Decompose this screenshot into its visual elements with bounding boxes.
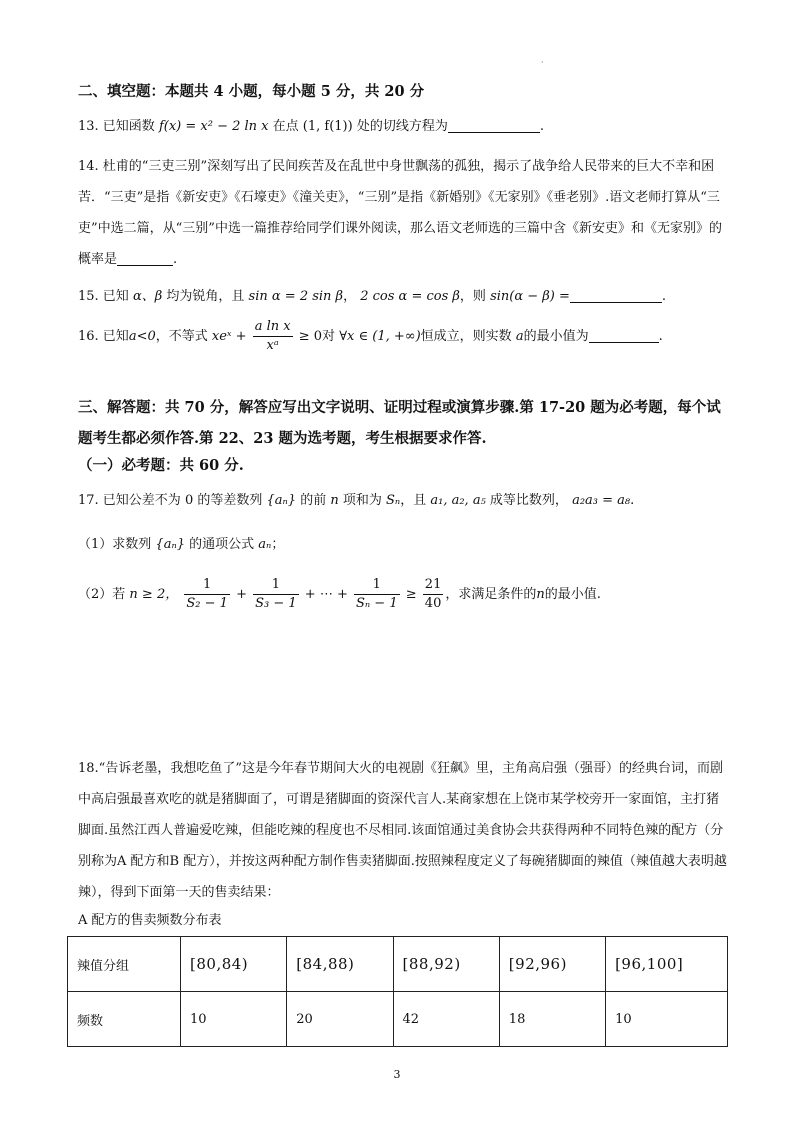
q16-condition: a<0 [128, 329, 156, 344]
question-17-part-1 [78, 535, 728, 555]
q17-n: n [330, 493, 339, 508]
q16-t3: 恒成立，则实数 [420, 329, 512, 344]
table-cell: 10 [181, 992, 287, 1047]
q17-t1: 的前 [300, 493, 327, 508]
q17-p1-end: ； [271, 537, 285, 552]
answer-blank[interactable] [570, 288, 662, 303]
q17-equation: a₂a₃ = a₈ [572, 493, 631, 508]
q17-p1-text: 的通项公式 [189, 537, 255, 552]
q16-numerator: a ln x [253, 318, 293, 337]
q17-p2-lead: （2）若 [78, 587, 126, 602]
table-row [68, 937, 728, 992]
question-13 [78, 117, 728, 137]
fraction-3-num: 1 [354, 576, 400, 595]
table-cell: [88,92) [393, 937, 499, 992]
fraction-4-num: 21 [423, 576, 444, 595]
q14-text: 14. 杜甫的“三吏三别”深刻写出了民间疾苦及在乱世中身世飘荡的孤独，揭示了战争给人民带来的巨大不幸和困苦．“三吏”是指《新安吏》《石壕吏》《潼关吏》，“三别”是指《新婚别》《无家别》《垂老别》.语文老师打算从“三吏”中选二篇，从“三别”中选一篇推荐给同学们课外阅读，那么语文老师选的三篇中含《新安吏》和《无家别》的概率是 [78, 159, 722, 267]
fraction-4 [423, 576, 444, 613]
q17-end: . [630, 493, 635, 508]
question-15 [78, 287, 728, 307]
q15-eq2: 2 cos α = cos β [360, 289, 460, 304]
q14-end: . [173, 252, 178, 267]
answer-blank[interactable] [117, 251, 173, 266]
q15-end: . [661, 289, 667, 304]
question-18: 18.“告诉老墨，我想吃鱼了”这是今年春节期间大火的电视剧《狂飙》里，主角高启强（强哥）的经典台词，而剧中高启强最喜欢吃的就是猪脚面了，可谓是猪脚面的资深代言人.某商家想在上饶市某学校旁开一家面馆，主打猪脚面.虽然江西人普遍爱吃辣，但能吃辣的程度也不尽相同.该面馆通过美食协会共获得两种不同特色辣的配方（分别称为A 配方和B 配方），并按这两种配方制作售卖猪脚面.按照辣程度定义了每碗猪脚面的辣值（辣值越大表明越辣），得到下面第一天的售卖结果： [78, 761, 727, 900]
table-row-label: 频数 [68, 992, 181, 1047]
subsection-heading: （一）必考题：共 60 分. [78, 457, 244, 474]
q17-lead: 17. 已知公差不为 0 的等差数列 [78, 493, 263, 508]
fraction-4-den: 40 [424, 596, 442, 611]
q15-sep: ， [343, 289, 357, 304]
q15-lead: 15. 已知 [78, 289, 129, 304]
q16-denominator: xᵃ [266, 338, 279, 353]
question-17 [78, 491, 728, 511]
table-cell: 10 [606, 992, 728, 1047]
q16-end: . [658, 329, 663, 344]
q13-function: f(x) = x² − 2 ln x [158, 119, 269, 134]
section-3-heading: 三、解答题：共 70 分，解答应写出文字说明、证明过程或演算步骤.第 17-20 题为必考题，每个试题考生都必须作答.第 22、23 题为选考题，考生根据要求作答. [78, 399, 721, 447]
q16-t2: 对 [322, 329, 336, 344]
q16-expr1: xeˣ + [211, 329, 247, 344]
q17-t4: 成等比数列， [489, 493, 568, 508]
table-cell: [96,100] [606, 937, 728, 992]
q17-p2-text: ，求满足条件的 [445, 587, 537, 602]
section-2-heading: 二、填空题：本题共 4 小题，每小题 5 分，共 20 分 [78, 83, 425, 100]
fraction-2-num: 1 [253, 576, 299, 595]
table-caption: A 配方的售卖频数分布表 [78, 913, 222, 928]
q17-p2-n: n [536, 587, 545, 602]
q16-domain: ∀x ∈ (1, +∞) [339, 329, 421, 344]
q17-p2-condition: n ≥ 2， [129, 587, 179, 602]
q17-terms: a₁, a₂, a₅ [430, 493, 486, 508]
page-number: 3 [393, 1068, 401, 1081]
answer-blank[interactable] [448, 118, 540, 133]
fraction-2 [253, 576, 299, 613]
fraction-3 [354, 576, 400, 613]
table-cell: [80,84) [181, 937, 287, 992]
q17-sum: Sₙ [386, 493, 401, 508]
q15-angles: α、β [132, 289, 163, 304]
q15-t1: 均为锐角，且 [166, 289, 245, 304]
q17-p1-an: aₙ [258, 537, 272, 552]
q13-end: . [539, 119, 544, 134]
q16-t4: 的最小值为 [523, 329, 589, 344]
ge-sign: ≥ [405, 587, 417, 602]
question-14 [78, 151, 728, 275]
q15-eq3: sin(α − β) = [490, 289, 570, 304]
q17-t3: ，且 [400, 493, 427, 508]
answer-blank[interactable] [589, 328, 659, 343]
question-17-part-2 [78, 574, 728, 616]
table-cell: 42 [393, 992, 499, 1047]
question-16 [78, 318, 728, 356]
table-cell: 20 [287, 992, 393, 1047]
q17-t2: 项和为 [342, 493, 382, 508]
table-cell: [92,96) [499, 937, 605, 992]
plus-sign: + [236, 587, 247, 602]
fraction-2-den: S₃ − 1 [255, 596, 297, 611]
q13-lead: 13. 已知函数 [78, 119, 155, 134]
q17-p1-sequence: {aₙ} [155, 537, 185, 552]
q16-var: a [515, 329, 524, 344]
q17-p2-end: 的最小值. [544, 587, 601, 602]
q16-fraction [253, 318, 293, 355]
table-cell: [84,88) [287, 937, 393, 992]
q17-p1-lead: （1）求数列 [78, 537, 152, 552]
q17-sequence: {aₙ} [266, 493, 297, 508]
q16-t1: ，不等式 [155, 329, 208, 344]
q13-point: (1, f(1)) [302, 119, 353, 134]
table-row-label: 辣值分组 [68, 937, 181, 992]
q16-ineq: ≥ 0 [298, 329, 323, 344]
q13-tail: 处的切线方程为 [356, 119, 448, 134]
header-dot: · [541, 58, 544, 67]
table-cell: 18 [499, 992, 605, 1047]
q13-mid: 在点 [272, 119, 299, 134]
fraction-1-num: 1 [184, 576, 230, 595]
q15-t2: ，则 [459, 289, 486, 304]
fraction-1 [184, 576, 230, 613]
ellipsis-sum: + ⋯ + [304, 587, 348, 602]
q15-eq1: sin α = 2 sin β [248, 289, 344, 304]
q16-lead: 16. 已知 [78, 329, 129, 344]
fraction-3-den: Sₙ − 1 [356, 596, 398, 611]
table-row [68, 992, 728, 1047]
fraction-1-den: S₂ − 1 [186, 596, 228, 611]
frequency-table [67, 936, 728, 1047]
